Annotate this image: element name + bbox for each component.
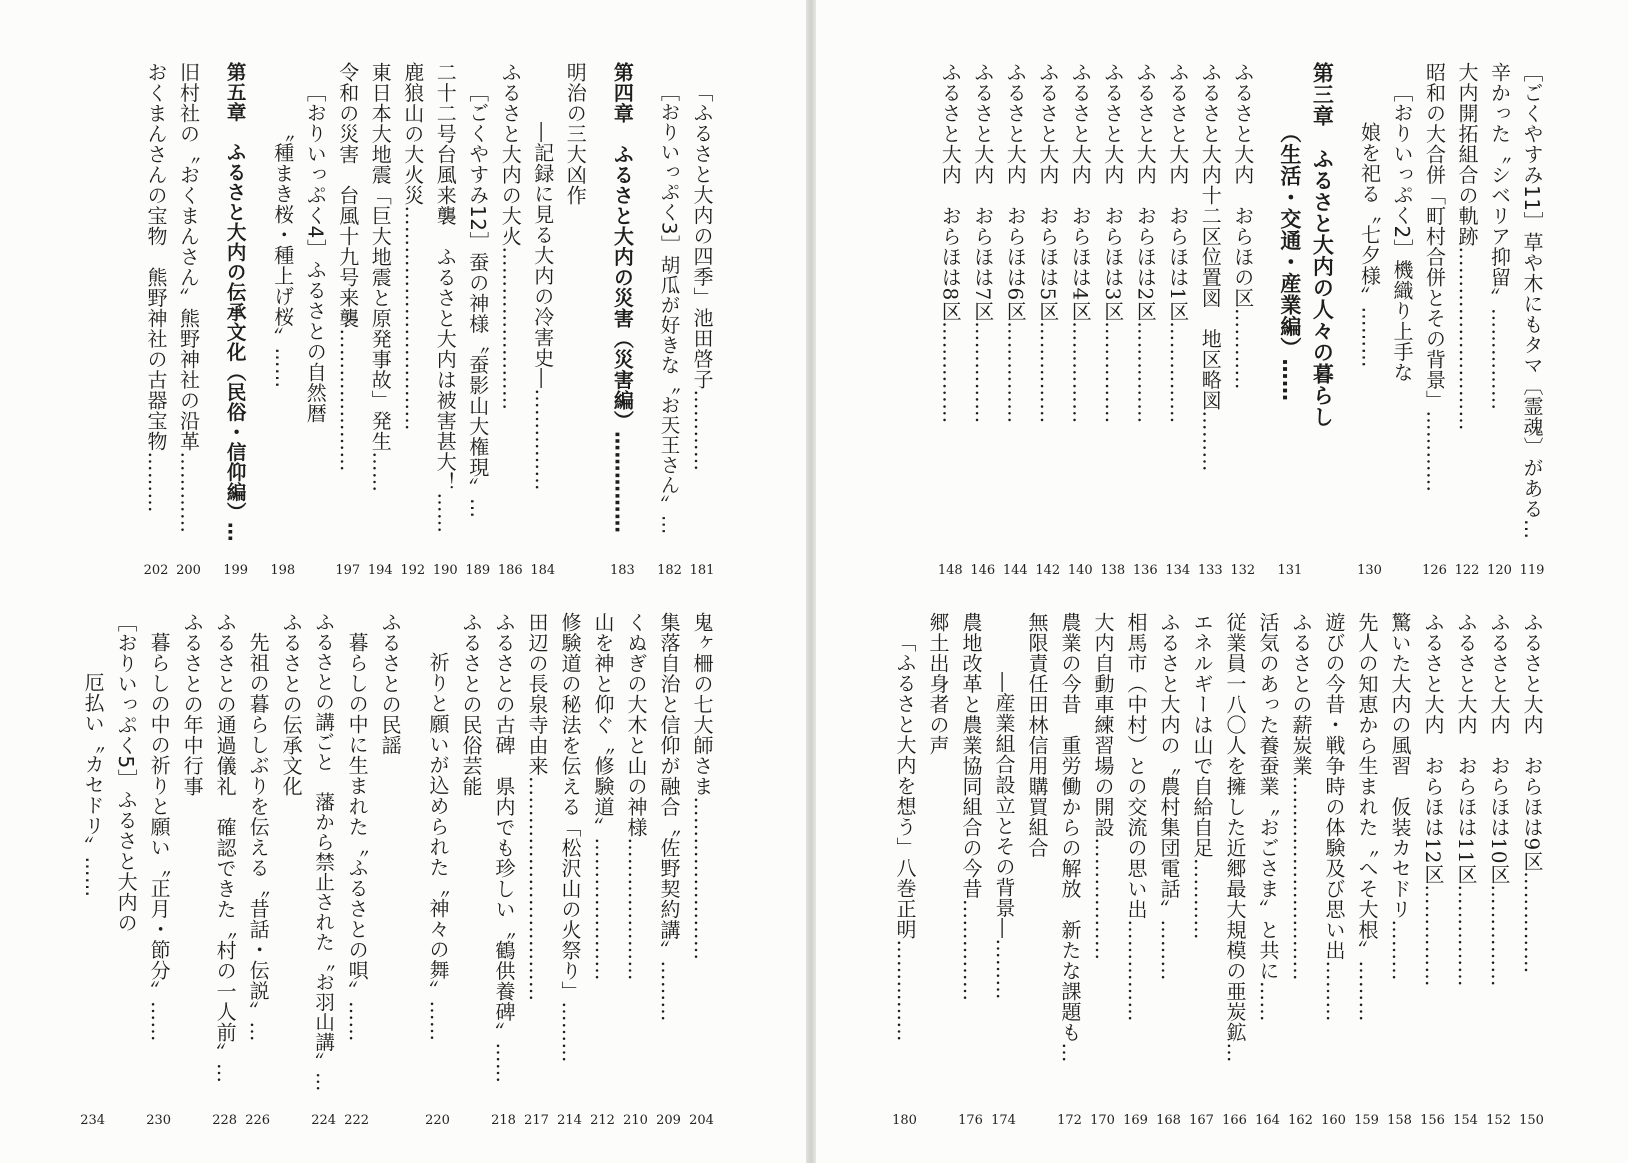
- toc-entry: [1416, 612, 1449, 1128]
- toc-page-number: 146: [970, 563, 996, 578]
- toc-entry-title: エネルギーは山で自給自足…………: [1190, 612, 1214, 940]
- toc-entry-title: 旧村社の〝おくまんさん〟熊野神社の沿革…………: [176, 62, 201, 534]
- toc-entry: [1284, 612, 1317, 1128]
- toc-entry: [652, 612, 685, 1128]
- toc-page-number: 152: [1486, 1113, 1511, 1128]
- toc-entry: [76, 612, 109, 1128]
- toc-entry-title: ［おりいっぷく3］胡瓜が好きな〝お天王さん〟…: [657, 82, 681, 535]
- chapter-heading: [1306, 62, 1339, 542]
- toc-entry: [1251, 612, 1284, 1128]
- toc-entry: [175, 612, 208, 1092]
- toc-entry: [987, 612, 1020, 1128]
- toc-entry-title: 従業員一八〇人を擁した近郷最大規模の亜炭鉱…: [1223, 612, 1247, 1063]
- toc-entry-title: ［おりいっぷく5］ふるさと大内の: [114, 612, 139, 933]
- book-gutter: [806, 0, 816, 1163]
- toc-entry: [142, 612, 175, 1128]
- toc-entry-title: 鬼ヶ柵の七大師さま……………………: [690, 612, 714, 961]
- left-page-top-block: [140, 62, 719, 582]
- spacer: [252, 62, 267, 542]
- toc-entry: [1086, 612, 1119, 1128]
- toc-entry: [921, 612, 954, 1092]
- toc-entry-title: ふるさとの通過儀礼 確認できた〝村の一人前〟…: [213, 612, 238, 1084]
- toc-page-number: 142: [1035, 563, 1061, 578]
- toc-page-number: 183: [609, 563, 635, 578]
- toc-entry: [553, 612, 586, 1128]
- spacer: [1259, 62, 1274, 542]
- toc-entry-title: おくまんさんの宝物 熊野神社の古器宝物………: [144, 62, 168, 513]
- toc-entry: [1064, 62, 1097, 578]
- spacer: [591, 62, 606, 542]
- toc-entry-title: ［おりいっぷく2］機織り上手な: [1390, 82, 1414, 383]
- toc-entry: [331, 62, 364, 578]
- toc-page-number: 197: [335, 563, 361, 578]
- toc-entry: [1515, 612, 1548, 1128]
- toc-entry-title: ふるさと大内 おらほは2区……………: [1133, 62, 1158, 424]
- chapter-heading: [219, 62, 252, 578]
- toc-entry-title: ふるさと大内 おらほは7区……………: [970, 62, 995, 424]
- toc-entry: [421, 612, 454, 1128]
- toc-entry: [586, 612, 619, 1128]
- toc-entry: [520, 612, 553, 1128]
- toc-entry-title: ふるさと大内 おらほは6区……………: [1003, 62, 1028, 424]
- toc-entry: [1449, 612, 1482, 1128]
- toc-entry: [1053, 612, 1086, 1128]
- toc-entry-title: ふるさと大内 おらほは9区……………: [1520, 612, 1544, 974]
- toc-page-number: 222: [344, 1113, 370, 1128]
- toc-entry: [299, 62, 332, 542]
- toc-page-number: 138: [1100, 563, 1126, 578]
- toc-entry-title: ふるさと大内 おらほは8区……………: [938, 62, 963, 424]
- toc-entry: [208, 612, 241, 1128]
- toc-entry-title: 農地改革と農業協同組合の今昔……………: [959, 612, 983, 1002]
- toc-entry-title: 第三章 ふるさと大内の人々の暮らし: [1310, 62, 1335, 428]
- toc-entry-title: 「ふるさと大内の四季」池田啓子…………: [690, 82, 714, 472]
- toc-page-number: 148: [937, 563, 963, 578]
- toc-entry: [241, 612, 274, 1128]
- toc-entry: [1031, 62, 1064, 578]
- toc-entry: [494, 62, 527, 578]
- toc-page-number: 120: [1487, 563, 1512, 578]
- toc-page-number: 217: [524, 1113, 549, 1128]
- toc-entry: [1482, 612, 1515, 1128]
- toc-page-number: 176: [958, 1113, 983, 1128]
- toc-page-number: 134: [1165, 563, 1191, 578]
- toc-entry-title: 相馬市（中村）との交流の思い出……………: [1124, 612, 1148, 1022]
- spacer: [638, 62, 653, 542]
- toc-page-number: 164: [1255, 1113, 1280, 1128]
- toc-page-number: 168: [1156, 1113, 1181, 1128]
- toc-entry-title: 明治の三大凶作: [563, 62, 588, 206]
- toc-entry-title: くぬぎの大木と山の神様…………………: [624, 612, 648, 981]
- toc-page-number: 136: [1132, 563, 1158, 578]
- toc-entry: [266, 62, 299, 578]
- toc-page-number: 228: [212, 1113, 238, 1128]
- toc-entry-title: （生活・交通・産業編）……: [1277, 122, 1302, 402]
- spacer: [205, 62, 220, 542]
- toc-entry-title: 鹿狼山の大火災……………………………: [400, 62, 425, 431]
- toc-page-number: 144: [1002, 563, 1028, 578]
- toc-page-number: 174: [991, 1113, 1016, 1128]
- toc-entry-title: ふるさと大内 おらほは4区……………: [1068, 62, 1093, 424]
- toc-entry: [999, 62, 1032, 578]
- toc-page-number: 224: [311, 1113, 337, 1128]
- toc-page-number: 204: [689, 1113, 714, 1128]
- toc-entry: [1218, 612, 1251, 1128]
- toc-entry: [1353, 62, 1386, 578]
- toc-entry-title: 先人の知恵から生まれた〝へそ大根〟………: [1355, 612, 1379, 1022]
- toc-entry-title: ［ごくやすみ12］蚕の神様〝蚕影山大権現〟…: [465, 82, 490, 519]
- toc-entry: [1226, 62, 1259, 578]
- toc-page-number: 212: [590, 1113, 615, 1128]
- toc-entry-title: 先祖の暮らしぶりを伝える〝昔話・伝説〟…: [246, 632, 271, 1042]
- toc-entry-title: ふるさとの伝承文化: [279, 612, 304, 797]
- toc-page-number: 199: [223, 563, 249, 578]
- toc-entry: [653, 62, 686, 578]
- toc-page-number: 140: [1067, 563, 1093, 578]
- toc-page-number: 162: [1288, 1113, 1313, 1128]
- toc-entry-title: ふるさとの民俗芸能: [459, 612, 483, 797]
- toc-entry: [966, 62, 999, 578]
- toc-entry: [1119, 612, 1152, 1128]
- toc-entry-title: 郷土出身者の声: [926, 612, 950, 756]
- toc-entry: [526, 62, 559, 578]
- toc-entry: [364, 62, 397, 578]
- toc-entry-title: 厄払い〝カセドリ〟……: [81, 672, 106, 898]
- toc-page-number: 133: [1197, 563, 1223, 578]
- toc-entry: [274, 612, 307, 1092]
- chapter-heading: [606, 62, 639, 578]
- toc-entry-title: 令和の災害 台風十九号来襲…………………: [335, 62, 360, 472]
- toc-page-number: 130: [1357, 563, 1382, 578]
- toc-entry: [619, 612, 652, 1128]
- toc-entry: [1383, 612, 1416, 1128]
- toc-page-number: 181: [689, 563, 715, 578]
- toc-entry-title: ふるさと大内の大火……………………: [498, 62, 523, 411]
- toc-entry-title: ふるさと大内 おらほは3区……………: [1100, 62, 1125, 424]
- toc-entry: [172, 62, 205, 578]
- chapter-heading: [1273, 62, 1306, 578]
- toc-entry: [461, 62, 494, 578]
- toc-entry: [1386, 62, 1419, 542]
- toc-entry: [109, 612, 142, 1092]
- toc-page-number: 202: [143, 563, 169, 578]
- toc-entry: [1020, 612, 1053, 1092]
- toc-entry: [373, 612, 406, 1092]
- toc-page-number: 180: [892, 1113, 917, 1128]
- toc-entry-title: 大内自動車練習場の開設………………: [1091, 612, 1115, 961]
- toc-entry-title: 〝種まき桜・種上げ桜〟……: [270, 122, 295, 389]
- toc-page-number: 194: [367, 563, 393, 578]
- spacer: [406, 612, 421, 1092]
- toc-page-number: 182: [657, 563, 682, 578]
- toc-page-number: 209: [656, 1113, 681, 1128]
- toc-page-number: 214: [557, 1113, 582, 1128]
- toc-page-number: 210: [623, 1113, 648, 1128]
- toc-entry-title: 驚いた大内の風習 仮装カセドリ………: [1388, 612, 1412, 981]
- toc-entry-title: 東日本大地震「巨大地震と原発事故」発生……: [368, 62, 393, 493]
- toc-page-number: 131: [1277, 563, 1303, 578]
- toc-page-number: 169: [1123, 1113, 1148, 1128]
- toc-entry-title: 修験道の秘法を伝える「松沢山の火祭り」………: [558, 612, 582, 1063]
- toc-page-number: 167: [1189, 1113, 1214, 1128]
- toc-entry: [559, 62, 592, 542]
- toc-entry-title: ふるさと大内 おらほの区…………: [1230, 62, 1255, 390]
- toc-entry-title: ［おりいっぷく4］ふるさとの自然暦: [303, 82, 328, 424]
- toc-entry-title: 田辺の長泉寺由来……………………………: [525, 612, 549, 1002]
- toc-entry: [454, 612, 487, 1092]
- toc-entry: [1516, 62, 1549, 578]
- toc-entry: [954, 612, 987, 1128]
- toc-entry-title: 祈りと願いが込められた〝神々の舞〟……: [426, 652, 450, 1042]
- toc-entry: [140, 62, 173, 578]
- toc-page-number: 132: [1230, 563, 1256, 578]
- toc-entry-title: ふるさとの講ごと 藩から禁止された〝お羽山講〟…: [312, 612, 336, 1092]
- toc-page-number: 122: [1454, 563, 1480, 578]
- toc-entry-title: ふるさとの民謡: [378, 612, 403, 756]
- toc-entry-title: ふるさとの薪炭業…………………………: [1289, 612, 1313, 981]
- toc-entry-title: ふるさと大内の〝農村集団電話〟………: [1157, 612, 1181, 981]
- toc-entry: [1483, 62, 1516, 578]
- toc-page-number: 200: [176, 563, 201, 578]
- toc-page-number: 119: [1519, 563, 1545, 578]
- toc-page-number: 154: [1453, 1113, 1478, 1128]
- toc-page-number: 218: [491, 1113, 516, 1128]
- toc-entry: [934, 62, 967, 578]
- left-page-bottom-block: [76, 612, 718, 1132]
- toc-entry-title: 無限責任田林信用購買組合: [1025, 612, 1049, 858]
- toc-entry-title: 農業の今昔 重労働からの解放 新たな課題も…: [1058, 612, 1082, 1063]
- toc-entry-title: ［ごくやすみ11］草や木にもタマ〔霊魂〕がある…: [1520, 62, 1544, 540]
- toc-entry: [1185, 612, 1218, 1128]
- toc-page-number: 166: [1222, 1113, 1247, 1128]
- toc-entry: [1129, 62, 1162, 578]
- toc-entry: [685, 612, 718, 1128]
- toc-entry-title: ―記録に見る大内の冷害史―……………: [530, 122, 555, 491]
- toc-page-number: 156: [1420, 1113, 1445, 1128]
- toc-entry-title: ―産業組合設立とその背景―………: [992, 672, 1016, 1000]
- toc-page-number: 150: [1519, 1113, 1544, 1128]
- toc-entry-title: ふるさと大内 おらほは5区……………: [1035, 62, 1060, 424]
- toc-entry: [1451, 62, 1484, 578]
- toc-page-number: 190: [432, 563, 458, 578]
- toc-entry: [1161, 62, 1194, 578]
- toc-entry-title: 第五章 ふるさと大内の伝承文化（民俗・信仰編）…: [223, 62, 247, 542]
- toc-entry: [429, 62, 462, 578]
- toc-page-number: 198: [270, 563, 296, 578]
- toc-entry: [1194, 62, 1227, 578]
- toc-page-number: 186: [497, 563, 523, 578]
- toc-page-number: 184: [530, 563, 556, 578]
- toc-entry-title: 娘を祀る〝七夕様〟………: [1357, 122, 1382, 368]
- toc-entry-title: 集落自治と信仰が融合〝佐野契約講〟………: [657, 612, 681, 1022]
- toc-page-number: 192: [400, 563, 426, 578]
- toc-page-number: 230: [146, 1113, 172, 1128]
- toc-entry: [1418, 62, 1451, 578]
- toc-entry-title: ふるさと大内 おらほは1区……………: [1165, 62, 1190, 424]
- toc-entry-title: 暮らしの中に生まれた〝ふるさとの唄〟……: [345, 632, 370, 1042]
- toc-page-number: 189: [465, 563, 491, 578]
- right-page-bottom-block: [888, 612, 1548, 1132]
- toc-page-number: 159: [1354, 1113, 1379, 1128]
- toc-entry-title: 「ふるさと大内を想う」八巻正明……………: [893, 632, 917, 1042]
- toc-page-number: 160: [1321, 1113, 1346, 1128]
- toc-entry-title: ふるさと大内 おらほは12区……………: [1421, 612, 1445, 987]
- toc-entry: [1096, 62, 1129, 578]
- toc-entry: [1152, 612, 1185, 1128]
- toc-entry-title: ふるさと大内十二区位置図 地区略図………: [1198, 62, 1223, 472]
- toc-entry: [307, 612, 340, 1128]
- right-page-top-block: [934, 62, 1548, 582]
- toc-entry-title: 遊びの今昔・戦争時の体験及び思い出………: [1322, 612, 1346, 1022]
- toc-entry-title: 第四章 ふるさと大内の災害（災害編）……………: [610, 62, 635, 534]
- toc-entry-title: 昭和の大合併「町村合併とその背景」…………: [1422, 62, 1447, 493]
- toc-entry: [1350, 612, 1383, 1128]
- toc-entry-title: 暮らしの中の祈りと願い〝正月・節分〟……: [147, 632, 172, 1042]
- toc-entry-title: ふるさと大内 おらほは10区……………: [1487, 612, 1511, 987]
- toc-entry-title: 辛かった〝シベリア抑留〟……………: [1487, 62, 1512, 411]
- toc-entry: [686, 62, 719, 578]
- toc-page-number: 170: [1090, 1113, 1115, 1128]
- toc-page-number: 172: [1057, 1113, 1082, 1128]
- toc-entry: [1317, 612, 1350, 1128]
- toc-entry: [487, 612, 520, 1128]
- toc-page-number: 126: [1422, 563, 1447, 578]
- toc-page-number: 226: [245, 1113, 271, 1128]
- toc-entry: [396, 62, 429, 578]
- toc-page-number: 220: [425, 1113, 450, 1128]
- toc-entry-title: ふるさと大内 おらほは11区……………: [1454, 612, 1478, 987]
- toc-page-number: 234: [80, 1113, 106, 1128]
- toc-entry: [340, 612, 373, 1128]
- toc-entry: [888, 612, 921, 1128]
- toc-entry-title: 山を神と仰ぐ〝修験道〟…………………: [591, 612, 615, 981]
- toc-entry-title: 大内開拓組合の軌跡………………………: [1455, 62, 1479, 431]
- toc-entry-title: 活気のあった養蚕業〝おごさま〟と共に……: [1256, 612, 1280, 1022]
- toc-entry-title: ふるさとの年中行事: [180, 612, 205, 797]
- toc-page-number: 158: [1387, 1113, 1412, 1128]
- spacer: [1338, 62, 1353, 542]
- toc-entry-title: 二十二号台風来襲 ふるさと大内は被害甚大！……: [433, 62, 458, 534]
- toc-entry-title: ふるさとの古碑 県内でも珍しい〝鶴供養碑〟……: [492, 612, 516, 1084]
